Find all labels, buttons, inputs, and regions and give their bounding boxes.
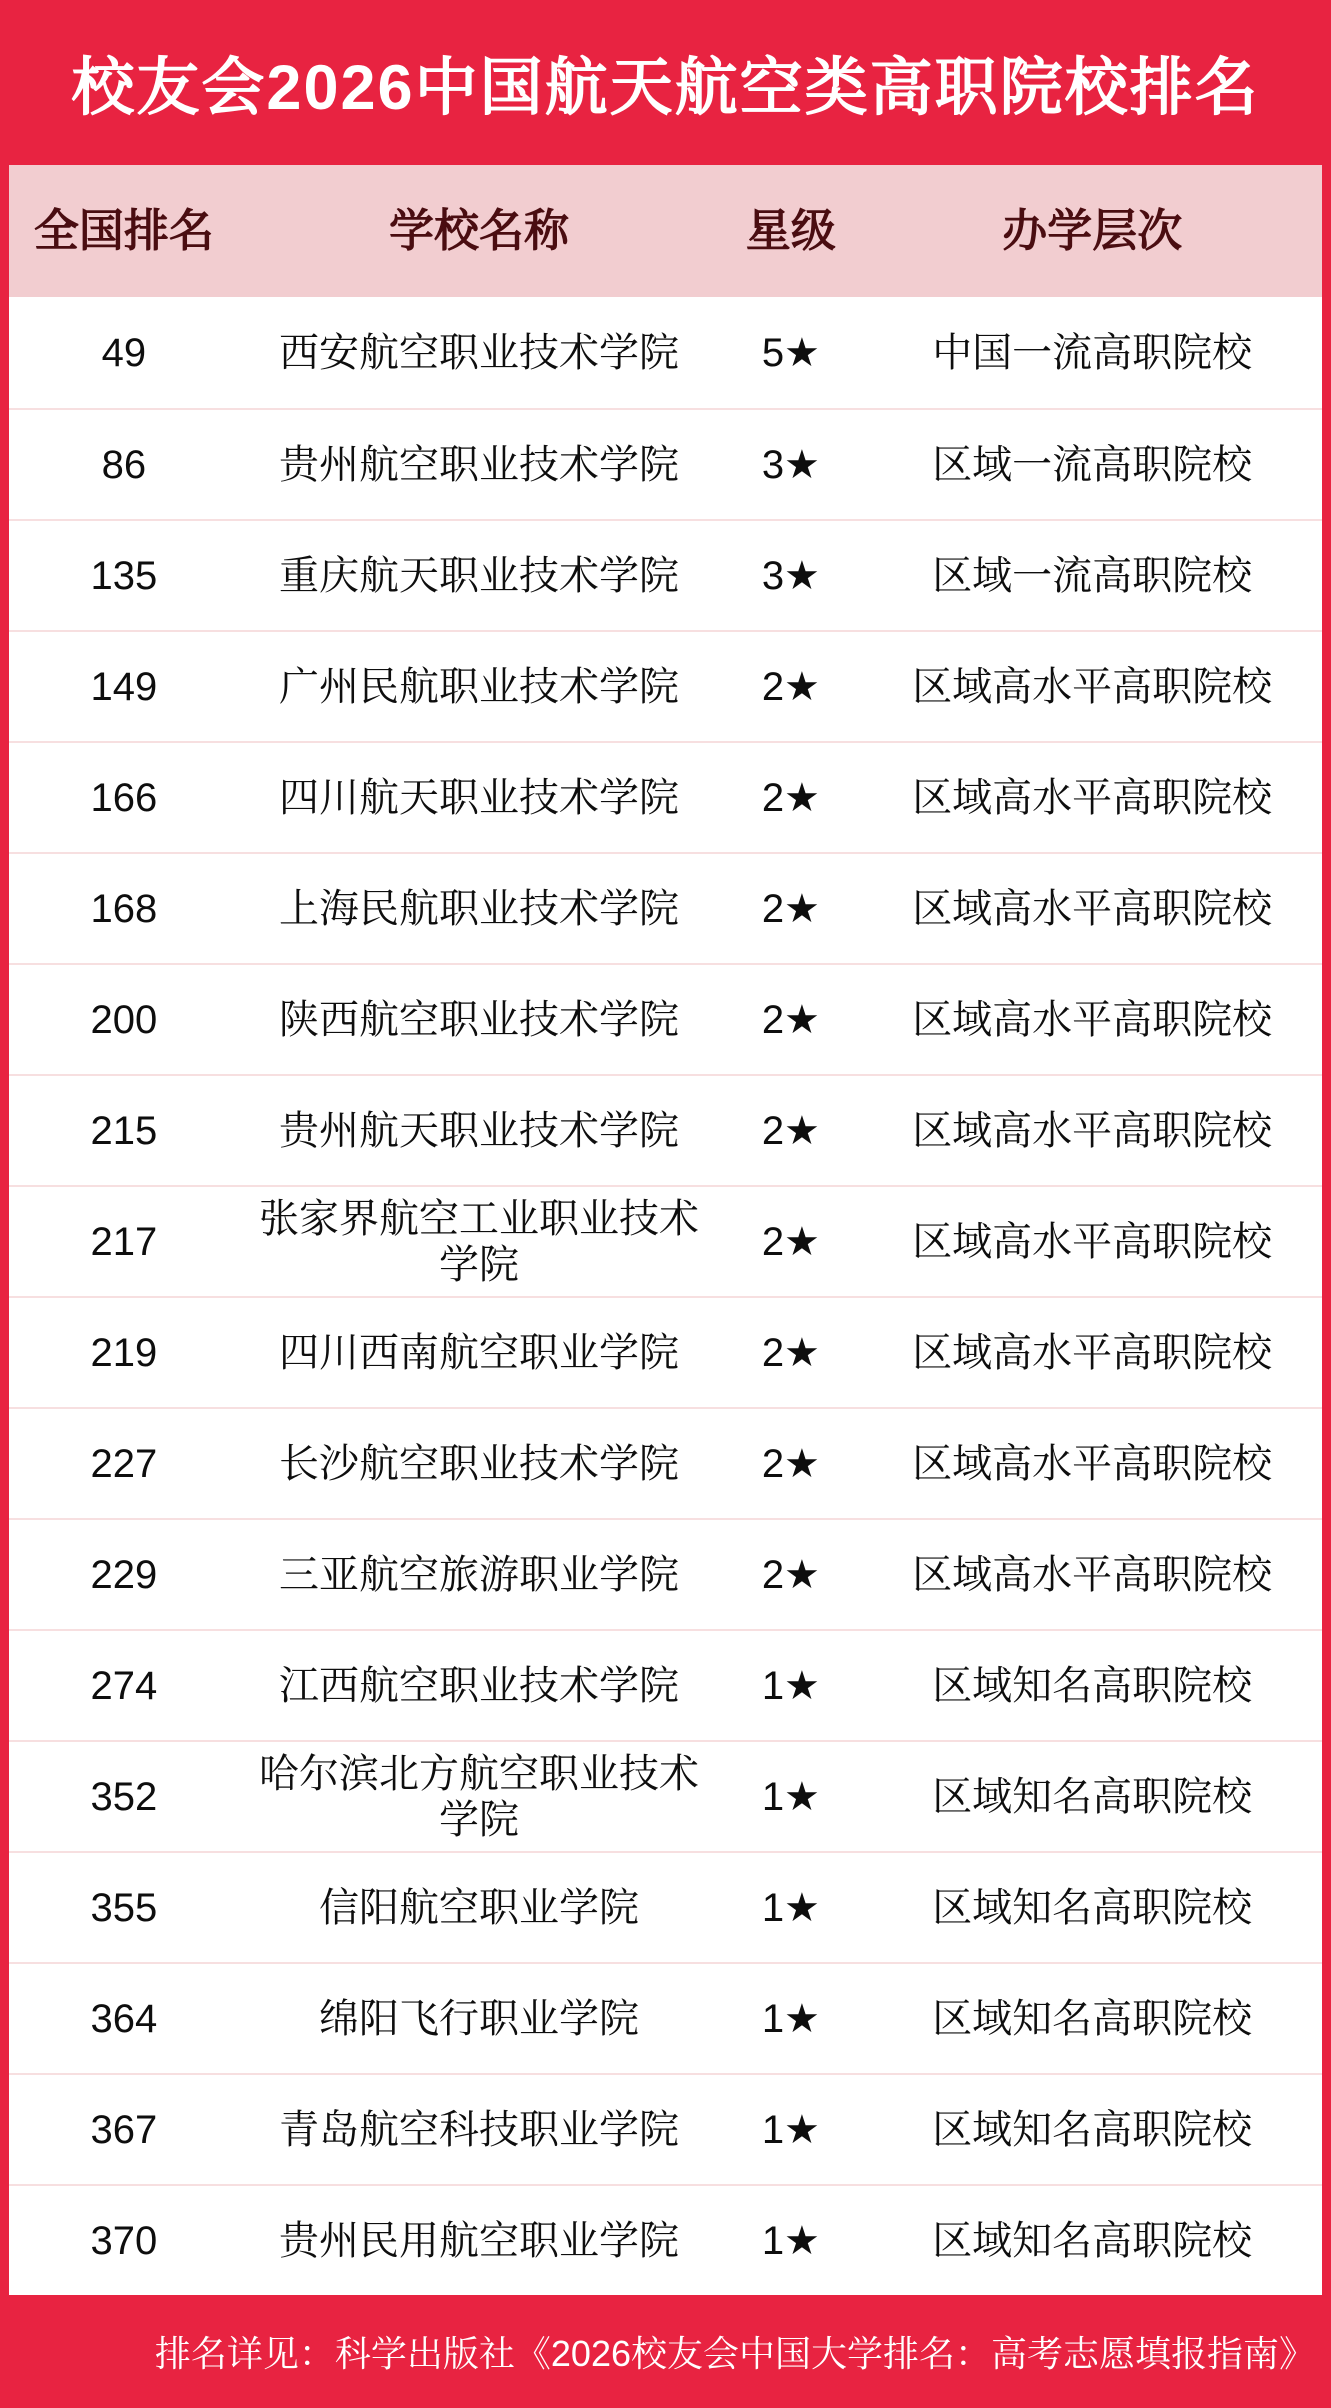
star-rating-cell: 1★ <box>761 1996 820 2041</box>
table-row <box>9 852 1322 963</box>
rank-cell: 149 <box>90 664 158 709</box>
level-cell: 中国一流高职院校 <box>932 330 1253 375</box>
level-cell: 区域高水平高职院校 <box>912 997 1273 1042</box>
school-name-cell: 贵州航空职业技术学院 <box>279 442 680 487</box>
table-row <box>9 1629 1322 1740</box>
ranking-table <box>9 165 1322 2295</box>
school-name-cell: 西安航空职业技术学院 <box>279 330 680 375</box>
school-name-cell: 张家界航空工业职业技术学院 <box>259 1196 700 1287</box>
star-rating-cell: 3★ <box>761 553 820 598</box>
rank-cell: 49 <box>101 330 147 375</box>
school-name-cell: 江西航空职业技术学院 <box>279 1663 680 1708</box>
table-row <box>9 2073 1322 2184</box>
star-rating-cell: 2★ <box>761 1219 820 1264</box>
rank-cell: 166 <box>90 775 158 820</box>
table-row <box>9 1740 1322 1851</box>
column-header-rank: 全国排名 <box>33 205 214 257</box>
table-row <box>9 630 1322 741</box>
column-header-star: 星级 <box>745 205 836 257</box>
school-name-cell: 重庆航天职业技术学院 <box>279 553 680 598</box>
level-cell: 区域知名高职院校 <box>932 1663 1253 1708</box>
level-cell: 区域高水平高职院校 <box>912 775 1273 820</box>
table-row <box>9 1407 1322 1518</box>
star-rating-cell: 2★ <box>761 997 820 1042</box>
star-rating-cell: 3★ <box>761 442 820 487</box>
rank-cell: 215 <box>90 1108 158 1153</box>
page-title: 校友会2026中国航天航空类高职院校排名 <box>71 53 1260 123</box>
table-row <box>9 1962 1322 2073</box>
rank-cell: 135 <box>90 553 158 598</box>
rank-cell: 364 <box>90 1996 158 2041</box>
school-name-cell: 四川航天职业技术学院 <box>279 775 680 820</box>
level-cell: 区域高水平高职院校 <box>912 664 1273 709</box>
school-name-cell: 陕西航空职业技术学院 <box>279 997 680 1042</box>
school-name-cell: 长沙航空职业技术学院 <box>279 1441 680 1486</box>
level-cell: 区域高水平高职院校 <box>912 1108 1273 1153</box>
star-rating-cell: 1★ <box>761 1663 820 1708</box>
table-row <box>9 408 1322 519</box>
star-rating-cell: 2★ <box>761 1330 820 1375</box>
rank-cell: 219 <box>90 1330 158 1375</box>
rank-cell: 274 <box>90 1663 158 1708</box>
rank-cell: 355 <box>90 1885 158 1930</box>
star-rating-cell: 1★ <box>761 1885 820 1930</box>
footer-bar <box>0 2295 1331 2408</box>
star-rating-cell: 1★ <box>761 2218 820 2263</box>
star-rating-cell: 2★ <box>761 886 820 931</box>
table-row <box>9 1851 1322 1962</box>
star-rating-cell: 2★ <box>761 1441 820 1486</box>
rank-cell: 168 <box>90 886 158 931</box>
rank-cell: 367 <box>90 2107 158 2152</box>
table-body <box>9 297 1322 2295</box>
level-cell: 区域高水平高职院校 <box>912 1552 1273 1597</box>
level-cell: 区域知名高职院校 <box>932 2218 1253 2263</box>
level-cell: 区域知名高职院校 <box>932 1885 1253 1930</box>
star-rating-cell: 2★ <box>761 775 820 820</box>
level-cell: 区域知名高职院校 <box>932 1774 1253 1819</box>
star-rating-cell: 1★ <box>761 1774 820 1819</box>
table-row <box>9 1074 1322 1185</box>
title-bar <box>0 0 1331 165</box>
table-row <box>9 519 1322 630</box>
school-name-cell: 贵州民用航空职业学院 <box>279 2218 680 2263</box>
school-name-cell: 四川西南航空职业学院 <box>279 1330 680 1375</box>
table-row <box>9 1296 1322 1407</box>
table-row <box>9 2184 1322 2295</box>
level-cell: 区域一流高职院校 <box>932 442 1253 487</box>
level-cell: 区域高水平高职院校 <box>912 1441 1273 1486</box>
school-name-cell: 三亚航空旅游职业学院 <box>279 1552 680 1597</box>
footer-source-text: 排名详见：科学出版社《2026校友会中国大学排名：高考志愿填报指南》 <box>154 2333 1315 2374</box>
rank-cell: 227 <box>90 1441 158 1486</box>
star-rating-cell: 2★ <box>761 1108 820 1153</box>
school-name-cell: 绵阳飞行职业学院 <box>319 1996 640 2041</box>
school-name-cell: 贵州航天职业技术学院 <box>279 1108 680 1153</box>
level-cell: 区域知名高职院校 <box>932 2107 1253 2152</box>
star-rating-cell: 1★ <box>761 2107 820 2152</box>
level-cell: 区域高水平高职院校 <box>912 886 1273 931</box>
school-name-cell: 信阳航空职业学院 <box>319 1885 640 1930</box>
level-cell: 区域高水平高职院校 <box>912 1330 1273 1375</box>
rank-cell: 352 <box>90 1774 158 1819</box>
table-row <box>9 1185 1322 1296</box>
school-name-cell: 青岛航空科技职业学院 <box>279 2107 680 2152</box>
level-cell: 区域高水平高职院校 <box>912 1219 1273 1264</box>
table-row <box>9 963 1322 1074</box>
school-name-cell: 广州民航职业技术学院 <box>279 664 680 709</box>
star-rating-cell: 2★ <box>761 1552 820 1597</box>
level-cell: 区域一流高职院校 <box>932 553 1253 598</box>
column-header-level: 办学层次 <box>1002 205 1183 257</box>
rank-cell: 229 <box>90 1552 158 1597</box>
table-row <box>9 297 1322 408</box>
table-header-row <box>9 165 1322 297</box>
table-row <box>9 741 1322 852</box>
rank-cell: 370 <box>90 2218 158 2263</box>
column-header-school: 学校名称 <box>389 205 570 257</box>
level-cell: 区域知名高职院校 <box>932 1996 1253 2041</box>
school-name-cell: 哈尔滨北方航空职业技术学院 <box>259 1751 700 1842</box>
school-name-cell: 上海民航职业技术学院 <box>279 886 680 931</box>
rank-cell: 200 <box>90 997 158 1042</box>
table-row <box>9 1518 1322 1629</box>
star-rating-cell: 2★ <box>761 664 820 709</box>
rank-cell: 86 <box>101 442 147 487</box>
star-rating-cell: 5★ <box>761 330 820 375</box>
rank-cell: 217 <box>90 1219 158 1264</box>
